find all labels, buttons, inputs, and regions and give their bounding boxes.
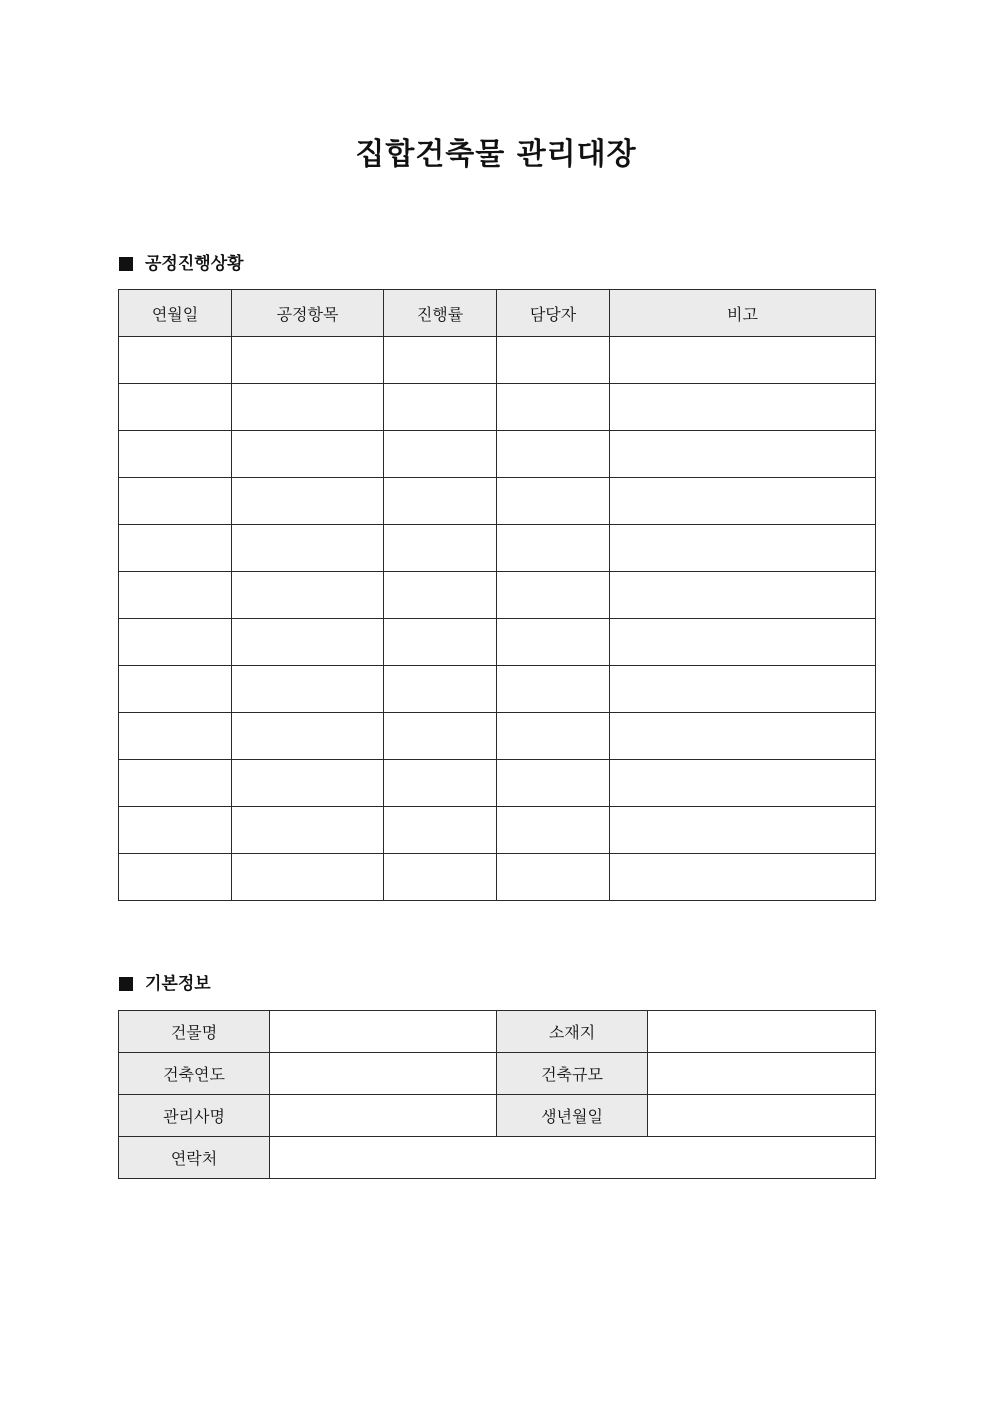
date-cell[interactable] bbox=[119, 478, 232, 525]
square-bullet-icon bbox=[119, 257, 133, 271]
progress-rate-cell[interactable] bbox=[384, 525, 497, 572]
building-name-field[interactable] bbox=[270, 1011, 497, 1053]
info-section-heading bbox=[119, 972, 211, 996]
process-item-cell[interactable] bbox=[232, 431, 384, 478]
square-bullet-icon bbox=[119, 977, 133, 991]
table-row bbox=[119, 713, 876, 760]
building-scale-label: 건축규모 bbox=[497, 1053, 648, 1095]
person-in-charge-cell[interactable] bbox=[497, 713, 610, 760]
table-row bbox=[119, 572, 876, 619]
info-section-heading-label: 기본정보 bbox=[145, 974, 211, 994]
info-row bbox=[119, 1053, 876, 1095]
remarks-cell[interactable] bbox=[610, 572, 876, 619]
process-item-cell[interactable] bbox=[232, 572, 384, 619]
progress-table bbox=[118, 289, 876, 901]
progress-rate-cell[interactable] bbox=[384, 619, 497, 666]
info-row bbox=[119, 1095, 876, 1137]
progress-rate-cell[interactable] bbox=[384, 760, 497, 807]
remarks-cell[interactable] bbox=[610, 337, 876, 384]
process-item-cell[interactable] bbox=[232, 525, 384, 572]
date-cell[interactable] bbox=[119, 807, 232, 854]
process-item-cell[interactable] bbox=[232, 384, 384, 431]
person-in-charge-cell[interactable] bbox=[497, 666, 610, 713]
progress-rate-cell[interactable] bbox=[384, 572, 497, 619]
person-in-charge-cell[interactable] bbox=[497, 431, 610, 478]
info-row bbox=[119, 1137, 876, 1179]
process-item-cell[interactable] bbox=[232, 478, 384, 525]
location-label: 소재지 bbox=[497, 1011, 648, 1053]
table-row bbox=[119, 666, 876, 713]
person-in-charge-cell[interactable] bbox=[497, 478, 610, 525]
progress-rate-cell[interactable] bbox=[384, 478, 497, 525]
column-header-process-item: 공정항목 bbox=[232, 290, 384, 337]
remarks-cell[interactable] bbox=[610, 854, 876, 901]
progress-rate-cell[interactable] bbox=[384, 713, 497, 760]
birth-date-label: 생년월일 bbox=[497, 1095, 648, 1137]
progress-rate-cell[interactable] bbox=[384, 384, 497, 431]
process-item-cell[interactable] bbox=[232, 337, 384, 384]
info-row bbox=[119, 1011, 876, 1053]
remarks-cell[interactable] bbox=[610, 713, 876, 760]
document-title: 집합건축물 관리대장 bbox=[355, 137, 637, 172]
person-in-charge-cell[interactable] bbox=[497, 854, 610, 901]
process-item-cell[interactable] bbox=[232, 807, 384, 854]
person-in-charge-cell[interactable] bbox=[497, 572, 610, 619]
date-cell[interactable] bbox=[119, 854, 232, 901]
location-field[interactable] bbox=[648, 1011, 876, 1053]
process-item-cell[interactable] bbox=[232, 619, 384, 666]
basic-info-table bbox=[118, 1010, 876, 1179]
remarks-cell[interactable] bbox=[610, 807, 876, 854]
column-header-date: 연월일 bbox=[119, 290, 232, 337]
progress-rate-cell[interactable] bbox=[384, 854, 497, 901]
table-row bbox=[119, 807, 876, 854]
date-cell[interactable] bbox=[119, 760, 232, 807]
date-cell[interactable] bbox=[119, 619, 232, 666]
construction-year-label: 건축연도 bbox=[119, 1053, 270, 1095]
remarks-cell[interactable] bbox=[610, 666, 876, 713]
person-in-charge-cell[interactable] bbox=[497, 337, 610, 384]
progress-table-header-row bbox=[119, 290, 876, 337]
person-in-charge-cell[interactable] bbox=[497, 760, 610, 807]
progress-section-heading bbox=[119, 252, 244, 276]
date-cell[interactable] bbox=[119, 431, 232, 478]
date-cell[interactable] bbox=[119, 337, 232, 384]
person-in-charge-cell[interactable] bbox=[497, 807, 610, 854]
manager-name-field[interactable] bbox=[270, 1095, 497, 1137]
building-name-label: 건물명 bbox=[119, 1011, 270, 1053]
table-row bbox=[119, 478, 876, 525]
date-cell[interactable] bbox=[119, 525, 232, 572]
progress-rate-cell[interactable] bbox=[384, 807, 497, 854]
construction-year-field[interactable] bbox=[270, 1053, 497, 1095]
contact-label: 연락처 bbox=[119, 1137, 270, 1179]
date-cell[interactable] bbox=[119, 572, 232, 619]
table-row bbox=[119, 384, 876, 431]
column-header-progress-rate: 진행률 bbox=[384, 290, 497, 337]
column-header-person-in-charge: 담당자 bbox=[497, 290, 610, 337]
date-cell[interactable] bbox=[119, 666, 232, 713]
table-row bbox=[119, 431, 876, 478]
table-row bbox=[119, 854, 876, 901]
birth-date-field[interactable] bbox=[648, 1095, 876, 1137]
manager-name-label: 관리사명 bbox=[119, 1095, 270, 1137]
contact-field[interactable] bbox=[270, 1137, 876, 1179]
process-item-cell[interactable] bbox=[232, 854, 384, 901]
person-in-charge-cell[interactable] bbox=[497, 619, 610, 666]
table-row bbox=[119, 760, 876, 807]
person-in-charge-cell[interactable] bbox=[497, 384, 610, 431]
progress-rate-cell[interactable] bbox=[384, 337, 497, 384]
remarks-cell[interactable] bbox=[610, 478, 876, 525]
person-in-charge-cell[interactable] bbox=[497, 525, 610, 572]
remarks-cell[interactable] bbox=[610, 760, 876, 807]
process-item-cell[interactable] bbox=[232, 760, 384, 807]
date-cell[interactable] bbox=[119, 713, 232, 760]
column-header-remarks: 비고 bbox=[610, 290, 876, 337]
remarks-cell[interactable] bbox=[610, 619, 876, 666]
process-item-cell[interactable] bbox=[232, 713, 384, 760]
remarks-cell[interactable] bbox=[610, 384, 876, 431]
table-row bbox=[119, 619, 876, 666]
remarks-cell[interactable] bbox=[610, 431, 876, 478]
remarks-cell[interactable] bbox=[610, 525, 876, 572]
progress-rate-cell[interactable] bbox=[384, 431, 497, 478]
building-scale-field[interactable] bbox=[648, 1053, 876, 1095]
progress-section-heading-label: 공정진행상황 bbox=[145, 254, 244, 274]
date-cell[interactable] bbox=[119, 384, 232, 431]
table-row bbox=[119, 337, 876, 384]
table-row bbox=[119, 525, 876, 572]
process-item-cell[interactable] bbox=[232, 666, 384, 713]
progress-rate-cell[interactable] bbox=[384, 666, 497, 713]
